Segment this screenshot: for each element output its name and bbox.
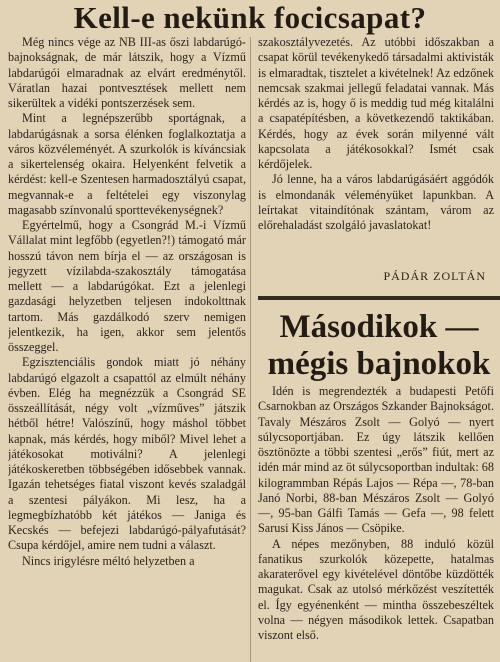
second-article-body	[258, 384, 494, 662]
author-signature: PÁDÁR ZOLTÁN	[383, 269, 486, 283]
column-divider	[250, 37, 251, 662]
second-article-title	[258, 309, 500, 383]
paragraph: Egyértelmű, hogy a Csongrád M.-i Vízmű Vállalat mint legfőbb (egyetlen?!) támogató már hosszú távon nem bírja el — az országosan is jegyzett vízilabda-szakosztály támogatása mellett — a labdarúgókat. Ezt a jelenlegi gazdasági helyzetben teljesen indokolttnak tartom. Más gazdálkodó szerv nemigen jelentkezik, ha igen, akkor sem jelentős összeggel.	[8, 218, 246, 354]
article-title: Kell-e nekünk focicsapat?	[73, 0, 427, 35]
title-line-1: Másodikok —	[279, 309, 479, 345]
paragraph: Nincs irigylésre méltó helyzetben a	[22, 553, 195, 568]
paragraph: szakosztályvezetés. Az utóbbi időszakban a csapat körül tevékenykedő társadalmi aktivisták is elmaradtak, tisztelet a kivételnek! Az edzőnek nemcsak szakmai jellegű feladatai vannak. Más kérdés az is, hogy ő is meddig tud még kitalálni a csapatépítésben, a következendő taktikában. Kérdés, hogy az évek során milyenné vált kapcsolata a játékosokkal? Ismét csak kérdőjelek.	[258, 35, 494, 171]
paragraph: A népes mezőnyben, 88 induló közül fanatikus szurkolók közepette, hatalmas akaraterővel egy kivételével döntőbe küzdötték magukat. Csak az utolsó mérkőzést veszítették el. Így egyénenként — mintha összebeszéltek volna — négyen másodikok lettek. Csapatban viszont első.	[258, 536, 494, 642]
paragraph: Még nincs vége az NB III-as őszi labdarúgó-bajnokságnak, de már látszik, hogy a Vízmű labdarúgói elmaradnak az elvárt eredménytől. Váratlan hazai pontvesztések mellett nem sikerültek a vidéki pontszerzések sem.	[8, 35, 246, 110]
paragraph: Mint a legnépszerűbb sportágnak, a labdarúgásnak a sorsa élénken foglalkoztatja a város közvéleményét. A szurkolók is kíváncsiak a sikertelenség okaira. Helyenként felvetik a kérdést: kell-e Szentesen harmadosztályú csapat, megvannak-e a feltételei egy viszonylag magasabb színvonalú sporttevékenységnek?	[8, 111, 246, 217]
article-right-column	[258, 35, 494, 303]
article-left-column	[8, 35, 246, 662]
title-line-2: mégis bajnokok	[267, 346, 491, 382]
paragraph: Jó lenne, ha a város labdarúgásáért aggódók is elmondanák véleményüket lapunkban. A leírtakat vitaindítónak szántam, várom az előrehaladást szolgáló javaslatokat!	[258, 172, 494, 232]
paragraph: Egzisztenciális gondok miatt jó néhány labdarúgó elgazolt a csapattól az elmúlt néhány évben. Elég ha megnézzük a Csongrád SE összeállítását, négy volt „vízműves” játszik hétből hétre! Valószínű, hogy máshol többet kapnak, más kérdés, hogy miből? Mivel lehet a játékosokat motiválni? A jelenlegi játékoskeretben többségében idősebbek vannak. Igazán tehetséges fiatal viszont kevés szaladgál a szentesi pályákon. Mi lesz, ha a legmegbízhatóbb két játékos — Janiga és Kecskés — befejezi labdarúgó-pályafutását? Csupa kérdőjel, amire nem tudni a választ.	[8, 355, 246, 553]
paragraph: Idén is megrendezték a budapesti Petőfi Csarnokban az Országos Szkander Bajnokságot. Tavaly Mészáros Zsolt — Golyó — nyert súlycsoportjában. Ez úgy látszik kellően ösztönözte a többi szentesi „erős” fiút, mert az idén már mind az öt súlycsoportban indultak: 68 kilogrammban Répás Lajos — Répa —, 78-ban Janó Norbi, 88-ban Mészáros Zsolt — Golyó —, 95-ban Gálfi Tamás — Gefa —, 98 felett Sarusi Kiss János — Csöpike.	[258, 384, 494, 536]
section-divider	[258, 296, 500, 300]
